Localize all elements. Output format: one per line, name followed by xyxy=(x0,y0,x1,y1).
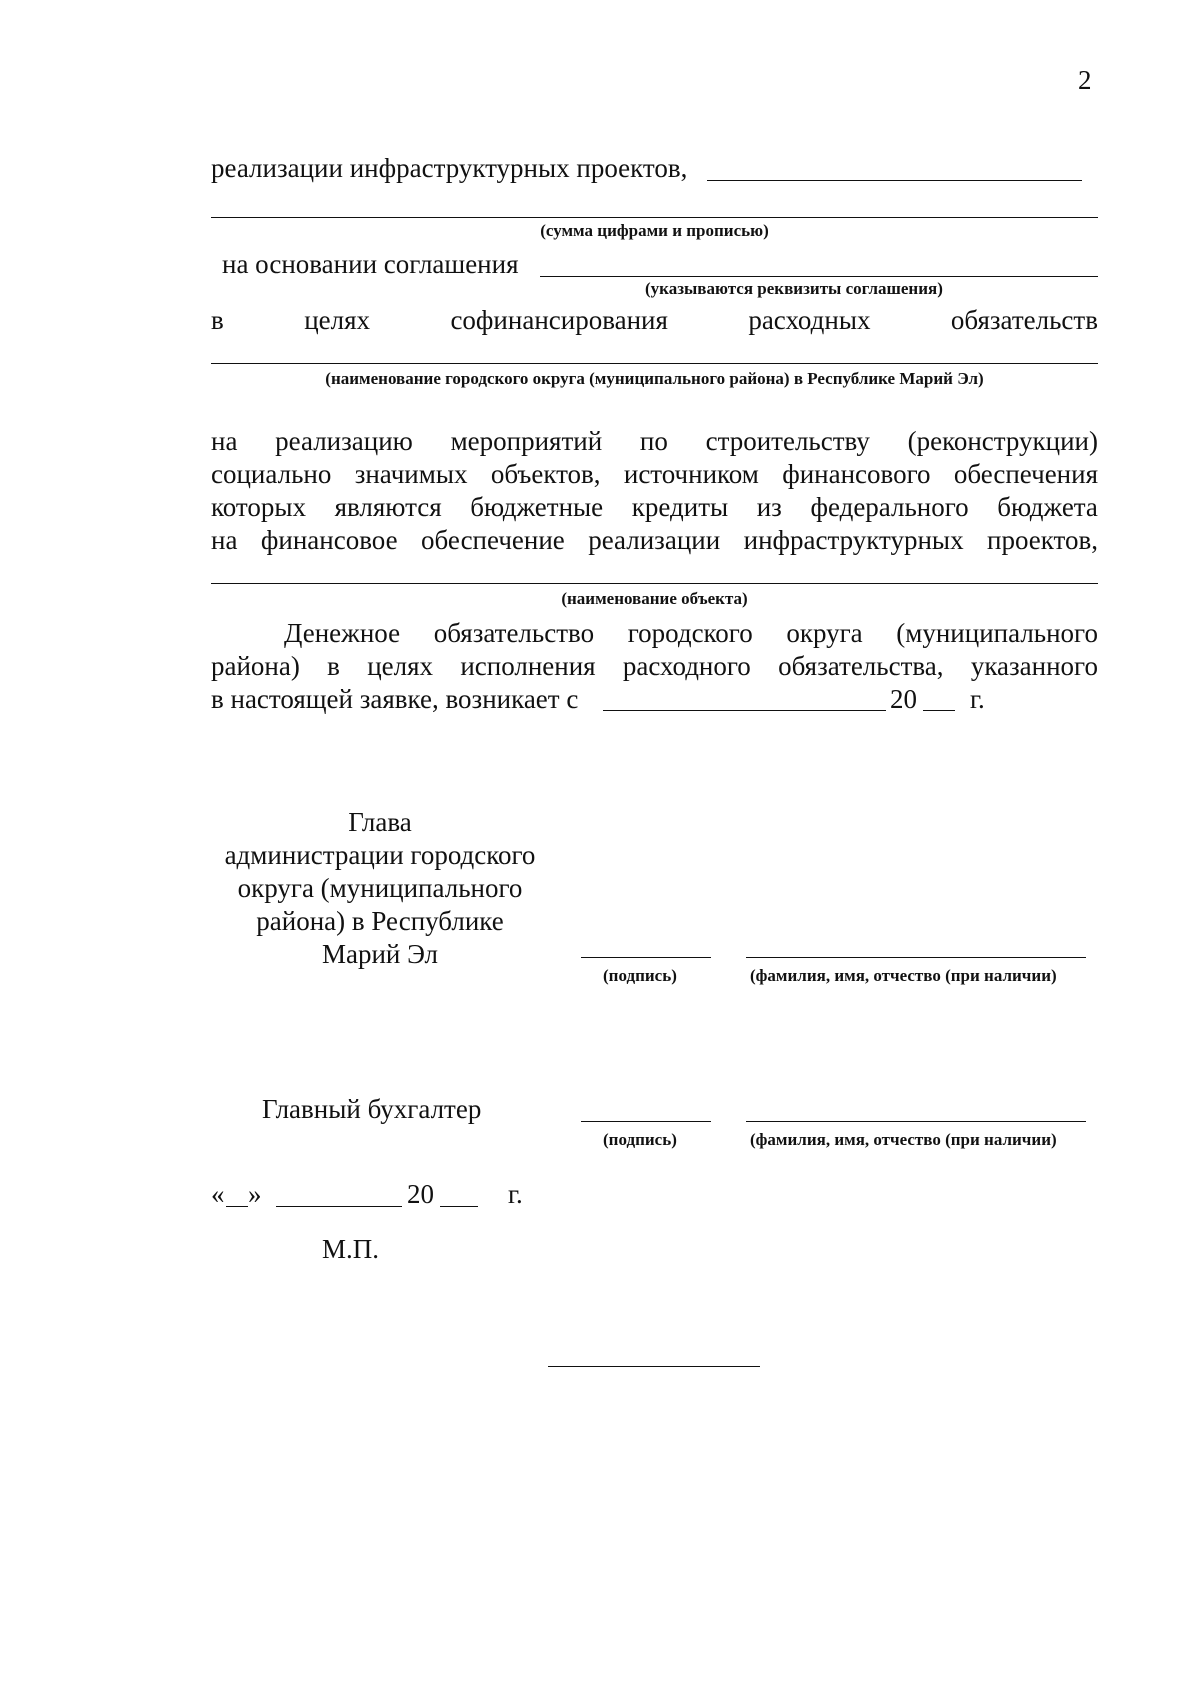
word: района) xyxy=(211,651,300,681)
word: из xyxy=(756,492,782,522)
word: округа xyxy=(786,618,863,648)
word: целях xyxy=(367,651,434,681)
caption-name-accountant: (фамилия, имя, отчество (при наличии) xyxy=(750,1130,1057,1149)
accountant-role: Главный бухгалтер xyxy=(262,1094,482,1124)
word: Денежное xyxy=(284,618,401,648)
word: обязательство xyxy=(433,618,595,648)
blank-line-day xyxy=(226,1206,248,1207)
caption-signature-head: (подпись) xyxy=(603,966,677,985)
date-year: 20 xyxy=(407,1179,434,1209)
blank-line-month xyxy=(276,1206,402,1207)
word: указанного xyxy=(970,651,1098,681)
blank-line-district xyxy=(211,363,1098,364)
para1-line-3 xyxy=(211,491,1098,523)
role-line: администрации городского xyxy=(224,840,536,870)
date-quote-open: « xyxy=(211,1179,225,1209)
word: инфраструктурных xyxy=(743,525,964,555)
name-line-accountant xyxy=(746,1121,1086,1122)
word: обязательств xyxy=(950,305,1098,335)
word: проектов, xyxy=(987,525,1098,555)
date-year-suffix: г. xyxy=(508,1179,523,1209)
word: (муниципального xyxy=(896,618,1098,648)
text-line-agreement: на основании соглашения xyxy=(222,249,519,279)
head-role xyxy=(200,806,560,971)
word: городского xyxy=(627,618,753,648)
word: бюджетные xyxy=(470,492,604,522)
word: в xyxy=(327,651,340,681)
word: которых xyxy=(211,492,306,522)
para1-line-1 xyxy=(211,425,1098,457)
word: социально xyxy=(211,459,332,489)
caption-signature-accountant: (подпись) xyxy=(603,1130,677,1149)
name-line-head xyxy=(746,957,1086,958)
para2-year-suffix: г. xyxy=(970,684,985,714)
closing-separator xyxy=(548,1366,760,1367)
word: значимых xyxy=(354,459,468,489)
blank-line-year xyxy=(923,710,955,711)
role-line: Марий Эл xyxy=(321,939,439,969)
caption-district: (наименование городского округа (муниципального района) в Республике Марий Эл) xyxy=(325,369,984,388)
word: обеспечение xyxy=(421,525,565,555)
word: по xyxy=(639,426,668,456)
para1-line-2 xyxy=(211,458,1098,490)
blank-line-agreement xyxy=(540,276,1098,277)
signature-line-accountant xyxy=(581,1121,711,1122)
word: целях xyxy=(304,305,371,335)
word: обеспечения xyxy=(953,459,1098,489)
word: источником xyxy=(623,459,759,489)
word: мероприятий xyxy=(450,426,603,456)
role-line: Глава xyxy=(348,807,412,837)
word: финансовое xyxy=(260,525,398,555)
word: исполнения xyxy=(460,651,596,681)
word: кредиты xyxy=(631,492,729,522)
role-line: округа (муниципального xyxy=(237,873,523,903)
word: федерального xyxy=(810,492,969,522)
blank-line-sum-1 xyxy=(707,180,1082,181)
word: являются xyxy=(334,492,442,522)
para2-year: 20 xyxy=(890,684,917,714)
blank-line-object xyxy=(211,583,1098,584)
blank-line-date xyxy=(603,710,886,711)
word: строительству xyxy=(705,426,870,456)
para2-line-3: в настоящей заявке, возникает с xyxy=(211,684,579,714)
date-quote-close: » xyxy=(248,1179,262,1209)
text-line-cofinancing xyxy=(211,304,1098,336)
caption-object: (наименование объекта) xyxy=(561,589,748,608)
word: финансового xyxy=(782,459,931,489)
caption-name-head: (фамилия, имя, отчество (при наличии) xyxy=(750,966,1057,985)
word: объектов, xyxy=(490,459,601,489)
page-number: 2 xyxy=(1078,65,1092,95)
word: софинансирования xyxy=(450,305,668,335)
caption-sum: (сумма цифрами и прописью) xyxy=(540,221,769,240)
role-line: района) в Республике xyxy=(256,906,504,936)
caption-agreement: (указываются реквизиты соглашения) xyxy=(645,279,943,298)
word: реализацию xyxy=(275,426,413,456)
word: расходного xyxy=(622,651,751,681)
word: бюджета xyxy=(997,492,1098,522)
signature-line-head xyxy=(581,957,711,958)
para1-line-4 xyxy=(211,524,1098,556)
word: на xyxy=(211,426,238,456)
word: (реконструкции) xyxy=(907,426,1098,456)
word: на xyxy=(211,525,238,555)
text-line-infrastructure-projects: реализации инфраструктурных проектов, xyxy=(211,153,688,183)
word: обязательства, xyxy=(778,651,944,681)
word: расходных xyxy=(748,305,871,335)
word: реализации xyxy=(588,525,721,555)
word: в xyxy=(211,305,224,335)
stamp-placeholder: М.П. xyxy=(322,1234,380,1264)
blank-line-date-year xyxy=(440,1206,478,1207)
para2-line-2 xyxy=(211,650,1098,682)
blank-line-sum-2 xyxy=(211,217,1098,218)
para2-line-1 xyxy=(284,617,1098,649)
